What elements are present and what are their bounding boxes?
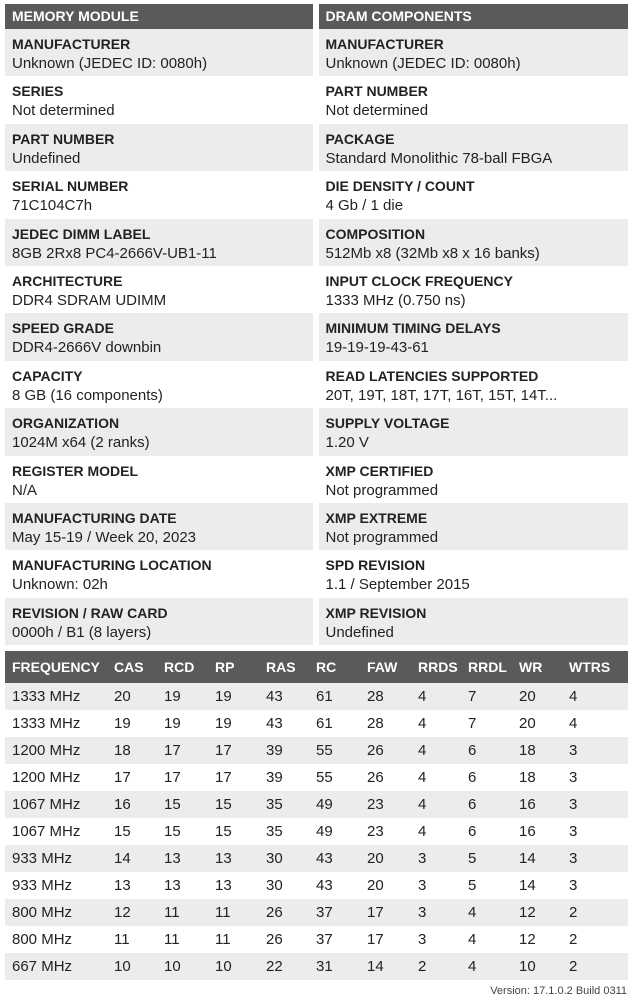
- table-cell: 11: [157, 899, 208, 926]
- field-label: READ LATENCIES SUPPORTED: [325, 367, 539, 384]
- table-cell: 26: [360, 737, 411, 764]
- table-cell: 43: [259, 710, 309, 737]
- field-value: 19-19-19-43-61: [325, 339, 429, 357]
- table-cell: 6: [461, 791, 512, 818]
- field-value: 512Mb x8 (32Mb x8 x 16 banks): [325, 244, 540, 262]
- table-row: [5, 872, 628, 899]
- table-cell: 19: [157, 683, 208, 710]
- table-cell: 37: [309, 899, 360, 926]
- field-label: ORGANIZATION: [12, 415, 120, 432]
- table-cell: 49: [309, 791, 360, 818]
- timing-header-row: [5, 651, 628, 683]
- table-cell: 5: [461, 872, 512, 899]
- table-cell: 19: [157, 710, 208, 737]
- table-cell: 61: [309, 683, 360, 710]
- table-cell: 4: [461, 899, 512, 926]
- timing-body: [5, 683, 628, 980]
- field-label: PART NUMBER: [12, 130, 115, 147]
- dram-components-field: [319, 76, 629, 123]
- field-value: Undefined: [12, 149, 81, 167]
- field-value: Unknown (JEDEC ID: 0080h): [325, 55, 521, 72]
- info-panels: [5, 4, 628, 645]
- table-cell: 1333 MHz: [5, 683, 107, 710]
- table-cell: 4: [411, 710, 461, 737]
- table-cell: 1067 MHz: [5, 791, 107, 818]
- table-cell: 12: [512, 899, 562, 926]
- table-cell: 13: [208, 845, 259, 872]
- dram-components-field: [319, 219, 629, 266]
- table-cell: 55: [309, 764, 360, 791]
- field-label: MANUFACTURING DATE: [12, 509, 177, 526]
- field-label: SERIES: [12, 83, 64, 100]
- table-cell: 39: [259, 737, 309, 764]
- table-cell: 933 MHz: [5, 872, 107, 899]
- table-cell: 43: [309, 845, 360, 872]
- table-cell: 18: [512, 764, 562, 791]
- table-cell: 30: [259, 872, 309, 899]
- field-label: PART NUMBER: [325, 83, 428, 100]
- table-cell: 3: [411, 899, 461, 926]
- field-label: XMP EXTREME: [325, 509, 428, 526]
- table-row: [5, 764, 628, 791]
- table-cell: 4: [562, 683, 628, 710]
- column-header: RP: [208, 651, 259, 683]
- table-cell: 800 MHz: [5, 899, 107, 926]
- table-row: [5, 926, 628, 953]
- dram-components-field: [319, 598, 629, 645]
- field-value: 4 Gb / 1 die: [325, 197, 404, 215]
- table-cell: 28: [360, 710, 411, 737]
- table-cell: 43: [259, 683, 309, 710]
- field-label: XMP CERTIFIED: [325, 462, 434, 479]
- dram-components-field: [319, 29, 629, 76]
- table-cell: 1200 MHz: [5, 764, 107, 791]
- table-cell: 14: [512, 845, 562, 872]
- table-cell: 37: [309, 926, 360, 953]
- field-value: Not programmed: [325, 481, 439, 499]
- column-header: WR: [512, 651, 562, 683]
- table-cell: 10: [208, 953, 259, 980]
- dram-components-field: [319, 313, 629, 360]
- column-header: RRDS: [411, 651, 461, 683]
- table-cell: 16: [107, 791, 157, 818]
- field-value: 1.1 / September 2015: [325, 576, 470, 594]
- table-row: [5, 710, 628, 737]
- field-label: MINIMUM TIMING DELAYS: [325, 320, 501, 337]
- memory-module-field: [5, 313, 313, 360]
- dram-components-field: [319, 171, 629, 218]
- field-label: SPD REVISION: [325, 557, 426, 574]
- memory-module-header: MEMORY MODULE: [5, 4, 313, 29]
- memory-module-field: [5, 29, 313, 76]
- table-cell: 61: [309, 710, 360, 737]
- table-cell: 31: [309, 953, 360, 980]
- table-cell: 11: [208, 899, 259, 926]
- table-cell: 1067 MHz: [5, 818, 107, 845]
- table-cell: 15: [208, 818, 259, 845]
- table-cell: 4: [411, 818, 461, 845]
- table-cell: 22: [259, 953, 309, 980]
- table-cell: 3: [562, 737, 628, 764]
- field-label: INPUT CLOCK FREQUENCY: [325, 272, 513, 289]
- table-cell: 20: [107, 683, 157, 710]
- field-label: MANUFACTURER: [325, 36, 444, 52]
- table-cell: 15: [208, 791, 259, 818]
- field-label: DIE DENSITY / COUNT: [325, 178, 475, 195]
- table-cell: 18: [107, 737, 157, 764]
- table-cell: 10: [157, 953, 208, 980]
- field-value: Unknown: 02h: [12, 576, 108, 594]
- table-cell: 13: [107, 872, 157, 899]
- dram-components-field: [319, 266, 629, 313]
- memory-module-field: [5, 76, 313, 123]
- table-cell: 2: [562, 899, 628, 926]
- table-cell: 55: [309, 737, 360, 764]
- dram-components-field: [319, 361, 629, 408]
- table-cell: 35: [259, 791, 309, 818]
- field-value: 20T, 19T, 18T, 17T, 16T, 15T, 14T...: [325, 386, 558, 404]
- table-cell: 20: [360, 872, 411, 899]
- table-cell: 3: [562, 791, 628, 818]
- field-label: MANUFACTURER: [12, 36, 131, 52]
- field-value: Undefined: [325, 623, 394, 641]
- table-cell: 26: [360, 764, 411, 791]
- field-label: SERIAL NUMBER: [12, 178, 129, 195]
- table-cell: 23: [360, 818, 411, 845]
- table-cell: 11: [107, 926, 157, 953]
- table-cell: 17: [157, 737, 208, 764]
- table-cell: 17: [157, 764, 208, 791]
- table-cell: 3: [411, 845, 461, 872]
- table-row: [5, 953, 628, 980]
- table-cell: 19: [208, 710, 259, 737]
- table-cell: 35: [259, 818, 309, 845]
- column-header: WTRS: [562, 651, 628, 683]
- memory-module-panel: [5, 4, 313, 645]
- field-value: 1.20 V: [325, 434, 369, 452]
- field-label: CAPACITY: [12, 367, 83, 384]
- table-cell: 14: [360, 953, 411, 980]
- table-cell: 16: [512, 791, 562, 818]
- table-cell: 4: [411, 764, 461, 791]
- table-row: [5, 683, 628, 710]
- field-label: MANUFACTURING LOCATION: [12, 557, 212, 574]
- memory-module-field: [5, 124, 313, 171]
- field-label: REVISION / RAW CARD: [12, 604, 168, 621]
- timing-table: [5, 651, 628, 980]
- table-cell: 6: [461, 818, 512, 845]
- table-cell: 933 MHz: [5, 845, 107, 872]
- field-value: Not programmed: [325, 528, 439, 546]
- field-label: SPEED GRADE: [12, 320, 114, 337]
- table-cell: 1200 MHz: [5, 737, 107, 764]
- table-cell: 16: [512, 818, 562, 845]
- column-header: RCD: [157, 651, 208, 683]
- table-cell: 4: [411, 791, 461, 818]
- table-cell: 7: [461, 683, 512, 710]
- field-value: 8 GB (16 components): [12, 386, 163, 404]
- table-row: [5, 818, 628, 845]
- table-cell: 17: [208, 737, 259, 764]
- field-value: Not determined: [12, 102, 115, 120]
- memory-module-field: [5, 598, 313, 645]
- field-value: 8GB 2Rx8 PC4-2666V-UB1-11: [12, 244, 217, 262]
- field-value: 1024M x64 (2 ranks): [12, 434, 150, 452]
- memory-module-field: [5, 503, 313, 550]
- field-value: 0000h / B1 (8 layers): [12, 623, 152, 641]
- table-cell: 39: [259, 764, 309, 791]
- field-label: PACKAGE: [325, 130, 395, 147]
- table-row: [5, 737, 628, 764]
- field-label: SUPPLY VOLTAGE: [325, 415, 450, 432]
- table-cell: 11: [208, 926, 259, 953]
- dram-components-field: [319, 456, 629, 503]
- field-label: ARCHITECTURE: [12, 272, 123, 289]
- table-cell: 23: [360, 791, 411, 818]
- table-cell: 4: [562, 710, 628, 737]
- column-header: RRDL: [461, 651, 512, 683]
- table-row: [5, 845, 628, 872]
- field-value: DDR4-2666V downbin: [12, 339, 162, 357]
- table-cell: 2: [562, 926, 628, 953]
- column-header: RC: [309, 651, 360, 683]
- table-cell: 26: [259, 899, 309, 926]
- version-label: Version: 17.1.0.2 Build 0311: [490, 985, 627, 997]
- column-header: FAW: [360, 651, 411, 683]
- table-cell: 4: [411, 683, 461, 710]
- table-cell: 28: [360, 683, 411, 710]
- field-value: 71C104C7h: [12, 197, 93, 215]
- field-label: XMP REVISION: [325, 604, 427, 621]
- field-label: COMPOSITION: [325, 225, 426, 242]
- table-cell: 6: [461, 764, 512, 791]
- table-cell: 20: [512, 710, 562, 737]
- table-cell: 14: [512, 872, 562, 899]
- field-value: Not determined: [325, 102, 429, 120]
- field-label: REGISTER MODEL: [12, 462, 139, 479]
- table-cell: 4: [411, 737, 461, 764]
- table-cell: 1333 MHz: [5, 710, 107, 737]
- table-cell: 20: [360, 845, 411, 872]
- memory-module-field: [5, 408, 313, 455]
- table-cell: 2: [411, 953, 461, 980]
- table-cell: 3: [562, 845, 628, 872]
- table-cell: 11: [157, 926, 208, 953]
- table-cell: 17: [208, 764, 259, 791]
- table-cell: 43: [309, 872, 360, 899]
- field-value: May 15-19 / Week 20, 2023: [12, 528, 196, 546]
- table-cell: 10: [107, 953, 157, 980]
- table-cell: 30: [259, 845, 309, 872]
- table-cell: 17: [360, 899, 411, 926]
- table-cell: 12: [512, 926, 562, 953]
- table-cell: 7: [461, 710, 512, 737]
- column-header: FREQUENCY: [5, 651, 107, 683]
- column-header: RAS: [259, 651, 309, 683]
- table-cell: 6: [461, 737, 512, 764]
- field-value: 1333 MHz (0.750 ns): [325, 291, 466, 309]
- table-cell: 15: [157, 791, 208, 818]
- table-cell: 17: [360, 926, 411, 953]
- table-cell: 20: [512, 683, 562, 710]
- memory-module-fields: [5, 29, 313, 645]
- table-cell: 13: [157, 845, 208, 872]
- table-cell: 3: [411, 872, 461, 899]
- dram-components-field: [319, 550, 629, 597]
- table-cell: 15: [157, 818, 208, 845]
- memory-module-field: [5, 456, 313, 503]
- dram-components-fields: [319, 29, 629, 645]
- field-value: N/A: [12, 481, 38, 499]
- table-cell: 667 MHz: [5, 953, 107, 980]
- memory-module-field: [5, 219, 313, 266]
- field-value: DDR4 SDRAM UDIMM: [12, 291, 167, 309]
- table-cell: 19: [107, 710, 157, 737]
- table-cell: 13: [157, 872, 208, 899]
- memory-module-field: [5, 266, 313, 313]
- table-cell: 19: [208, 683, 259, 710]
- table-cell: 3: [562, 818, 628, 845]
- table-cell: 12: [107, 899, 157, 926]
- table-cell: 10: [512, 953, 562, 980]
- table-cell: 2: [562, 953, 628, 980]
- dram-components-field: [319, 503, 629, 550]
- table-cell: 800 MHz: [5, 926, 107, 953]
- table-cell: 26: [259, 926, 309, 953]
- memory-module-field: [5, 550, 313, 597]
- table-cell: 15: [107, 818, 157, 845]
- field-label: JEDEC DIMM LABEL: [12, 225, 151, 242]
- table-cell: 3: [562, 872, 628, 899]
- dram-components-header: DRAM COMPONENTS: [319, 4, 629, 29]
- table-cell: 14: [107, 845, 157, 872]
- table-cell: 18: [512, 737, 562, 764]
- memory-module-field: [5, 361, 313, 408]
- table-cell: 5: [461, 845, 512, 872]
- field-value: Standard Monolithic 78-ball FBGA: [325, 149, 553, 167]
- field-value: Unknown (JEDEC ID: 0080h): [12, 55, 208, 72]
- dram-components-panel: [319, 4, 629, 645]
- table-cell: 4: [461, 926, 512, 953]
- table-row: [5, 791, 628, 818]
- table-cell: 3: [411, 926, 461, 953]
- table-row: [5, 899, 628, 926]
- table-cell: 17: [107, 764, 157, 791]
- column-header: CAS: [107, 651, 157, 683]
- memory-module-field: [5, 171, 313, 218]
- table-cell: 3: [562, 764, 628, 791]
- table-cell: 13: [208, 872, 259, 899]
- dram-components-field: [319, 124, 629, 171]
- dram-components-field: [319, 408, 629, 455]
- table-cell: 4: [461, 953, 512, 980]
- table-cell: 49: [309, 818, 360, 845]
